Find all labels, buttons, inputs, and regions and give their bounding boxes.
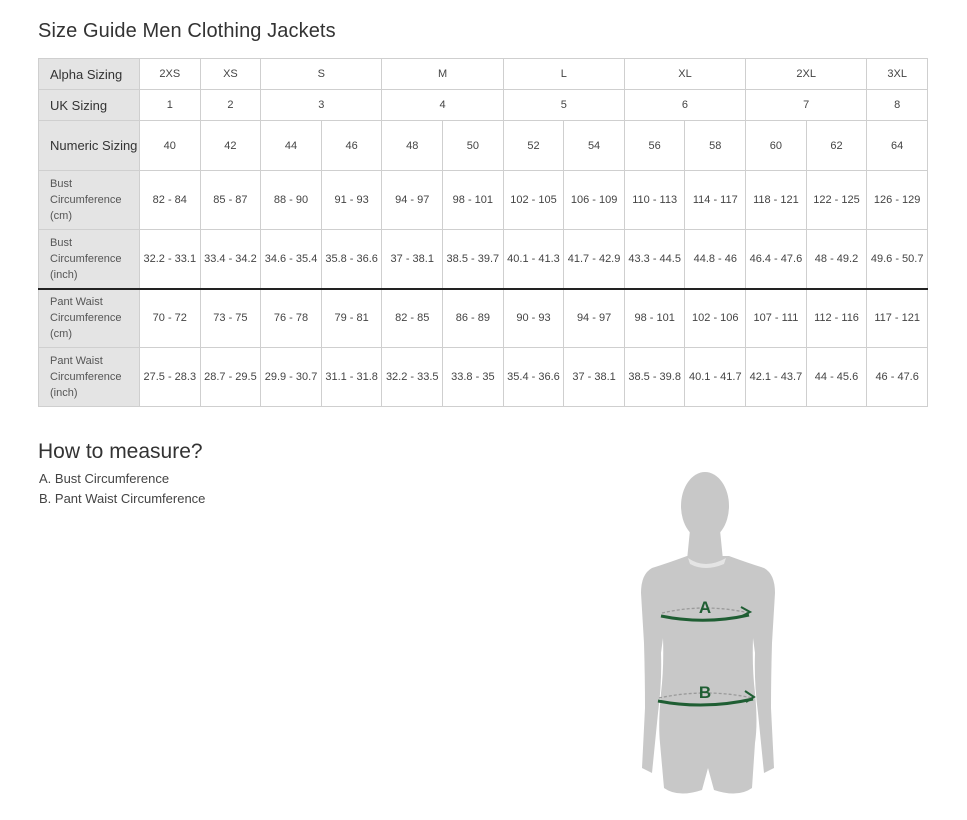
numeric-size-cell: 62 bbox=[806, 121, 867, 171]
measurement-cell: 35.8 - 36.6 bbox=[321, 230, 382, 289]
measurement-cell: 46.4 - 47.6 bbox=[746, 230, 807, 289]
alpha-size-cell: 3XL bbox=[867, 59, 928, 90]
measurement-cell: 37 - 38.1 bbox=[564, 348, 625, 407]
measurement-cell: 112 - 116 bbox=[806, 289, 867, 348]
row-header: Bust Circumference (inch) bbox=[39, 230, 140, 289]
table-row bbox=[39, 171, 928, 230]
alpha-size-cell: 2XL bbox=[746, 59, 867, 90]
measurement-cell: 48 - 49.2 bbox=[806, 230, 867, 289]
numeric-size-cell: 40 bbox=[140, 121, 201, 171]
measurement-cell: 37 - 38.1 bbox=[382, 230, 443, 289]
measure-step-b: B. Pant Waist Circumference bbox=[39, 491, 206, 506]
numeric-size-cell: 46 bbox=[321, 121, 382, 171]
measurement-cell: 49.6 - 50.7 bbox=[867, 230, 928, 289]
measurement-cell: 110 - 113 bbox=[624, 171, 685, 230]
measurement-cell: 32.2 - 33.1 bbox=[140, 230, 201, 289]
measurement-cell: 82 - 84 bbox=[140, 171, 201, 230]
table-row bbox=[39, 348, 928, 407]
measurement-cell: 35.4 - 36.6 bbox=[503, 348, 564, 407]
measurement-cell: 31.1 - 31.8 bbox=[321, 348, 382, 407]
row-header: Pant Waist Circumference (cm) bbox=[39, 289, 140, 348]
measurement-cell: 28.7 - 29.5 bbox=[200, 348, 261, 407]
numeric-size-cell: 54 bbox=[564, 121, 625, 171]
measurement-cell: 98 - 101 bbox=[443, 171, 504, 230]
marker-b: B bbox=[698, 683, 712, 702]
alpha-size-cell: XL bbox=[624, 59, 745, 90]
numeric-size-cell: 50 bbox=[443, 121, 504, 171]
alpha-size-cell: XS bbox=[200, 59, 261, 90]
row-header: Numeric Sizing bbox=[39, 121, 140, 171]
row-header: Pant Waist Circumference (inch) bbox=[39, 348, 140, 407]
table-row bbox=[39, 59, 928, 90]
measurement-cell: 44 - 45.6 bbox=[806, 348, 867, 407]
numeric-size-cell: 64 bbox=[867, 121, 928, 171]
measurement-cell: 122 - 125 bbox=[806, 171, 867, 230]
measurement-cell: 29.9 - 30.7 bbox=[261, 348, 322, 407]
alpha-size-cell: M bbox=[382, 59, 503, 90]
measurement-cell: 79 - 81 bbox=[321, 289, 382, 348]
alpha-size-cell: L bbox=[503, 59, 624, 90]
numeric-size-cell: 56 bbox=[624, 121, 685, 171]
uk-size-cell: 4 bbox=[382, 90, 503, 121]
measurement-cell: 107 - 111 bbox=[746, 289, 807, 348]
measurement-cell: 82 - 85 bbox=[382, 289, 443, 348]
measurement-cell: 76 - 78 bbox=[261, 289, 322, 348]
measurement-cell: 38.5 - 39.8 bbox=[624, 348, 685, 407]
table-row bbox=[39, 90, 928, 121]
alpha-size-cell: 2XS bbox=[140, 59, 201, 90]
row-header: UK Sizing bbox=[39, 90, 140, 121]
table-row bbox=[39, 230, 928, 289]
size-table bbox=[38, 58, 928, 407]
page-title: Size Guide Men Clothing Jackets bbox=[38, 20, 336, 42]
numeric-size-cell: 44 bbox=[261, 121, 322, 171]
measurement-cell: 106 - 109 bbox=[564, 171, 625, 230]
uk-size-cell: 2 bbox=[200, 90, 261, 121]
measurement-cell: 94 - 97 bbox=[382, 171, 443, 230]
alpha-size-cell: S bbox=[261, 59, 382, 90]
measurement-cell: 33.4 - 34.2 bbox=[200, 230, 261, 289]
numeric-size-cell: 52 bbox=[503, 121, 564, 171]
row-header: Bust Circumference (cm) bbox=[39, 171, 140, 230]
table-row bbox=[39, 289, 928, 348]
measurement-cell: 98 - 101 bbox=[624, 289, 685, 348]
uk-size-cell: 7 bbox=[746, 90, 867, 121]
uk-size-cell: 1 bbox=[140, 90, 201, 121]
numeric-size-cell: 60 bbox=[746, 121, 807, 171]
measurement-cell: 46 - 47.6 bbox=[867, 348, 928, 407]
measurement-cell: 91 - 93 bbox=[321, 171, 382, 230]
table-row bbox=[39, 121, 928, 171]
measurement-cell: 43.3 - 44.5 bbox=[624, 230, 685, 289]
measurement-cell: 73 - 75 bbox=[200, 289, 261, 348]
uk-size-cell: 5 bbox=[503, 90, 624, 121]
measurement-cell: 90 - 93 bbox=[503, 289, 564, 348]
measurement-cell: 102 - 105 bbox=[503, 171, 564, 230]
measurement-cell: 42.1 - 43.7 bbox=[746, 348, 807, 407]
measurement-cell: 40.1 - 41.3 bbox=[503, 230, 564, 289]
measurement-cell: 70 - 72 bbox=[140, 289, 201, 348]
measurement-cell: 34.6 - 35.4 bbox=[261, 230, 322, 289]
measurement-cell: 33.8 - 35 bbox=[443, 348, 504, 407]
measurement-cell: 38.5 - 39.7 bbox=[443, 230, 504, 289]
row-header: Alpha Sizing bbox=[39, 59, 140, 90]
how-to-measure-heading: How to measure? bbox=[38, 440, 203, 463]
measurement-cell: 117 - 121 bbox=[867, 289, 928, 348]
numeric-size-cell: 48 bbox=[382, 121, 443, 171]
measurement-cell: 118 - 121 bbox=[746, 171, 807, 230]
measurement-cell: 86 - 89 bbox=[443, 289, 504, 348]
marker-a: A bbox=[698, 598, 712, 617]
measure-step-a: A. Bust Circumference bbox=[39, 471, 170, 486]
measurement-cell: 102 - 106 bbox=[685, 289, 746, 348]
measurement-cell: 27.5 - 28.3 bbox=[140, 348, 201, 407]
measurement-cell: 94 - 97 bbox=[564, 289, 625, 348]
body-silhouette-figure bbox=[628, 468, 788, 803]
measurement-cell: 126 - 129 bbox=[867, 171, 928, 230]
measurement-cell: 32.2 - 33.5 bbox=[382, 348, 443, 407]
silhouette-shape bbox=[641, 472, 775, 794]
measurement-cell: 88 - 90 bbox=[261, 171, 322, 230]
measurement-cell: 114 - 117 bbox=[685, 171, 746, 230]
numeric-size-cell: 42 bbox=[200, 121, 261, 171]
uk-size-cell: 6 bbox=[624, 90, 745, 121]
measurement-cell: 44.8 - 46 bbox=[685, 230, 746, 289]
uk-size-cell: 3 bbox=[261, 90, 382, 121]
measurement-cell: 85 - 87 bbox=[200, 171, 261, 230]
measurement-cell: 40.1 - 41.7 bbox=[685, 348, 746, 407]
measurement-cell: 41.7 - 42.9 bbox=[564, 230, 625, 289]
uk-size-cell: 8 bbox=[867, 90, 928, 121]
numeric-size-cell: 58 bbox=[685, 121, 746, 171]
